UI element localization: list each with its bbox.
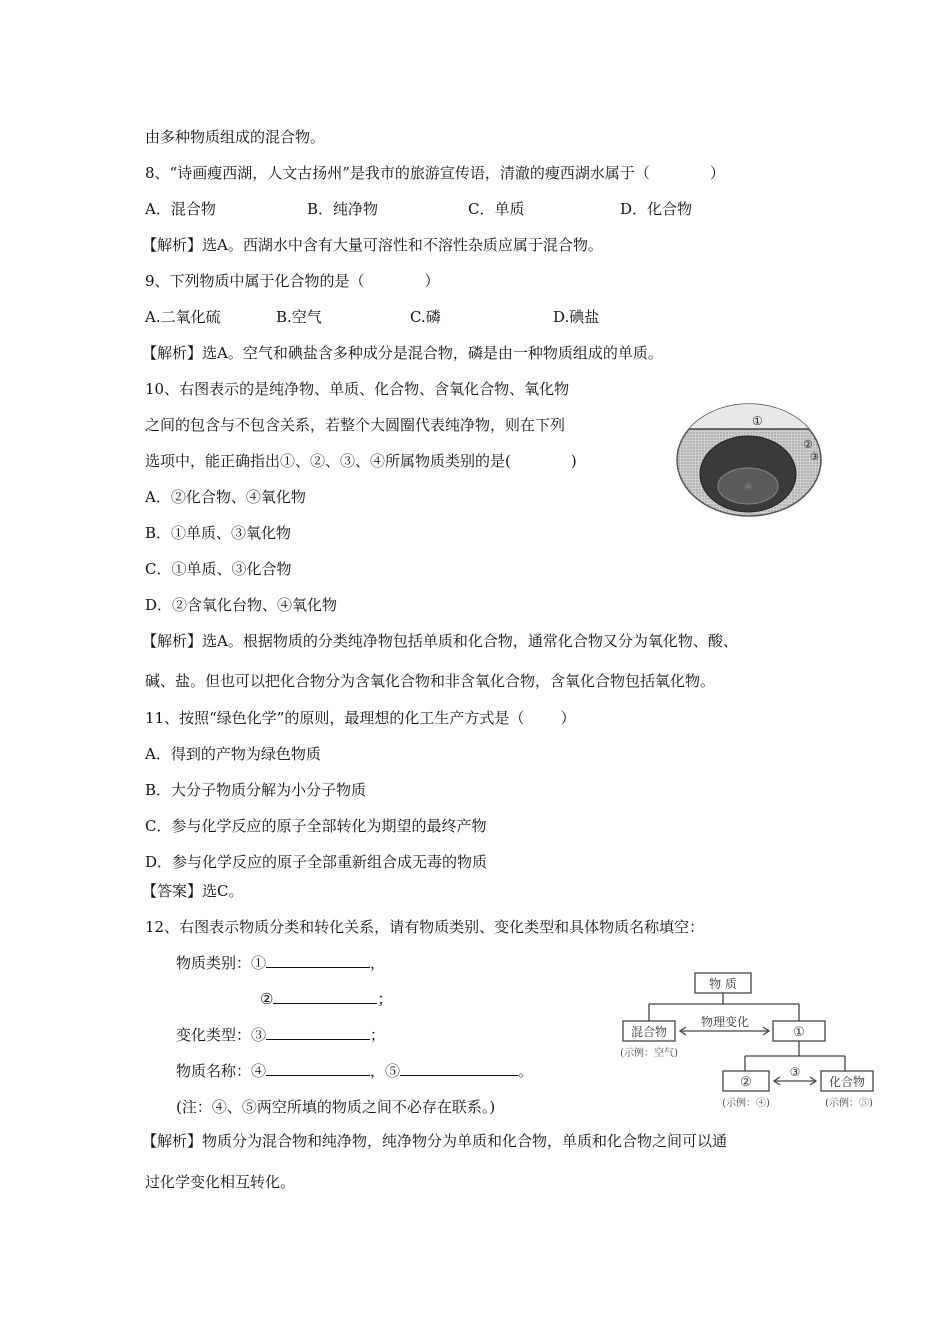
figure-label-3: ③ [810,452,819,463]
q11-stem-text: 11、按照“绿色化学”的原则，最理想的化工生产方式是（ [145,709,525,727]
q12-comma-1: ， [370,954,386,972]
q12-note: (注：④、⑤两空所填的物质之间不必存在联系。) [176,1098,496,1116]
figure-label-4: ④ [744,482,753,493]
q9-option-c: C.磷 [410,308,441,326]
q12-classification-diagram [595,965,895,1115]
q9-stem-text: 9、下列物质中属于化合物的是（ [145,272,365,290]
q12-stem: 12、右图表示物质分类和转化关系，请有物质类别、变化类型和具体物质名称填空： [145,918,705,936]
q10-analysis-line-2: 碱、盐。但也可以把化合物分为含氧化合物和非含氧化合物，含氧化合物包括氧化物。 [145,672,716,690]
blank-5[interactable] [400,1061,518,1076]
q9-stem [145,271,440,291]
q9-option-d: D.碘盐 [553,308,600,326]
q11-option-d: D．参与化学反应的原子全部重新组合成无毒的物质 [145,853,488,871]
q10-stem-line-2: 之间的包含与不包含关系，若整个大圆圈代表纯净物，则在下列 [145,416,566,434]
q12-name-line [176,1061,533,1081]
diagram-physical-change-label: 物理变化 [700,1015,750,1029]
element-region [672,402,827,429]
q8-option-a: A．混合物 [145,200,216,218]
q10-circle-figure [672,402,827,528]
q8-option-d: D．化合物 [620,200,693,218]
q12-name-label: 物质名称：④ [176,1062,267,1080]
q12-category-2-line [260,989,392,1009]
q8-stem [145,163,725,183]
diagram-example-4: (示例：④) [722,1098,770,1109]
q12-analysis-line-2: 过化学变化相互转化。 [145,1173,296,1191]
q8-stem-text: 8、“诗画瘦西湖，人文古扬州”是我市的旅游宣传语，清澈的瘦西湖水属于（ [145,164,650,182]
figure-label-2: ② [803,438,813,451]
q10-option-b: B．①单质、③氧化物 [145,524,292,542]
blank-2[interactable] [273,989,377,1004]
blank-3[interactable] [266,1025,370,1040]
q12-name-5-label: ，⑤ [370,1062,401,1080]
q9-option-a: A.二氧化硫 [145,308,221,326]
blank-1[interactable] [266,953,370,968]
diagram-pure-label: ① [793,1025,805,1040]
q10-option-d: D．②含氧化台物、④氧化物 [145,596,338,614]
q8-bracket-close: ） [709,164,725,182]
diagram-example-air: (示例：空气) [620,1048,678,1059]
q12-change-line [176,1025,385,1045]
q10-option-c: C．①单质、③化合物 [145,560,292,578]
diagram-example-5: (示例：⑤) [825,1098,873,1109]
q8-option-c: C．单质 [468,200,525,218]
q12-period: 。 [518,1062,534,1080]
q8-analysis: 【解析】选A。西湖水中含有大量可溶性和不溶性杂质应属于混合物。 [142,236,603,254]
figure-label-1: ① [752,414,763,428]
q10-stem-line-3-text: 选项中，能正确指出①、②、③、④所属物质类别的是( [145,452,511,470]
q10-stem-line-1: 10、右图表示的是纯净物、单质、化合物、含氧化合物、氧化物 [145,380,570,398]
q11-option-a: A．得到的产物为绿色物质 [145,745,321,763]
diagram-compound-label: 化合物 [828,1075,866,1089]
diagram-element-label: ② [740,1075,752,1090]
q10-option-a: A．②化合物、④氧化物 [145,488,306,506]
q11-option-c: C．参与化学反应的原子全部转化为期望的最终产物 [145,817,487,835]
q9-bracket-close: ） [424,272,440,290]
intro-tail: 由多种物质组成的混合物。 [145,128,326,146]
diagram-conversion-label: ③ [789,1065,801,1079]
q11-option-b: B．大分子物质分解为小分子物质 [145,781,367,799]
q12-semicolon-2: ； [370,1026,386,1044]
diagram-mixture-label: 混合物 [630,1025,668,1039]
q10-bracket-close: ) [570,452,577,470]
diagram-substance-label: 物 质 [709,977,737,991]
q10-stem-line-3 [145,451,577,471]
q10-analysis-line-1: 【解析】选A。根据物质的分类纯净物包括单质和化合物，通常化合物又分为氧化物、酸、 [142,632,738,650]
q12-category-2-label: ② [260,990,274,1008]
q11-bracket-close: ） [560,709,576,727]
q12-category-label: 物质类别：① [176,954,267,972]
q9-analysis: 【解析】选A。空气和碘盐含多种成分是混合物，磷是由一种物质组成的单质。 [142,344,663,362]
q12-change-label: 变化类型：③ [176,1026,267,1044]
q11-stem [145,708,575,728]
q9-option-b: B.空气 [276,308,322,326]
q12-analysis-line-1: 【解析】物质分为混合物和纯净物，纯净物分为单质和化合物，单质和化合物之间可以通 [142,1132,728,1150]
q11-answer: 【答案】选C。 [142,882,244,900]
q12-category-line [176,953,385,973]
q12-semicolon-1: ； [377,990,393,1008]
q8-option-b: B．纯净物 [307,200,379,218]
blank-4[interactable] [266,1061,370,1076]
